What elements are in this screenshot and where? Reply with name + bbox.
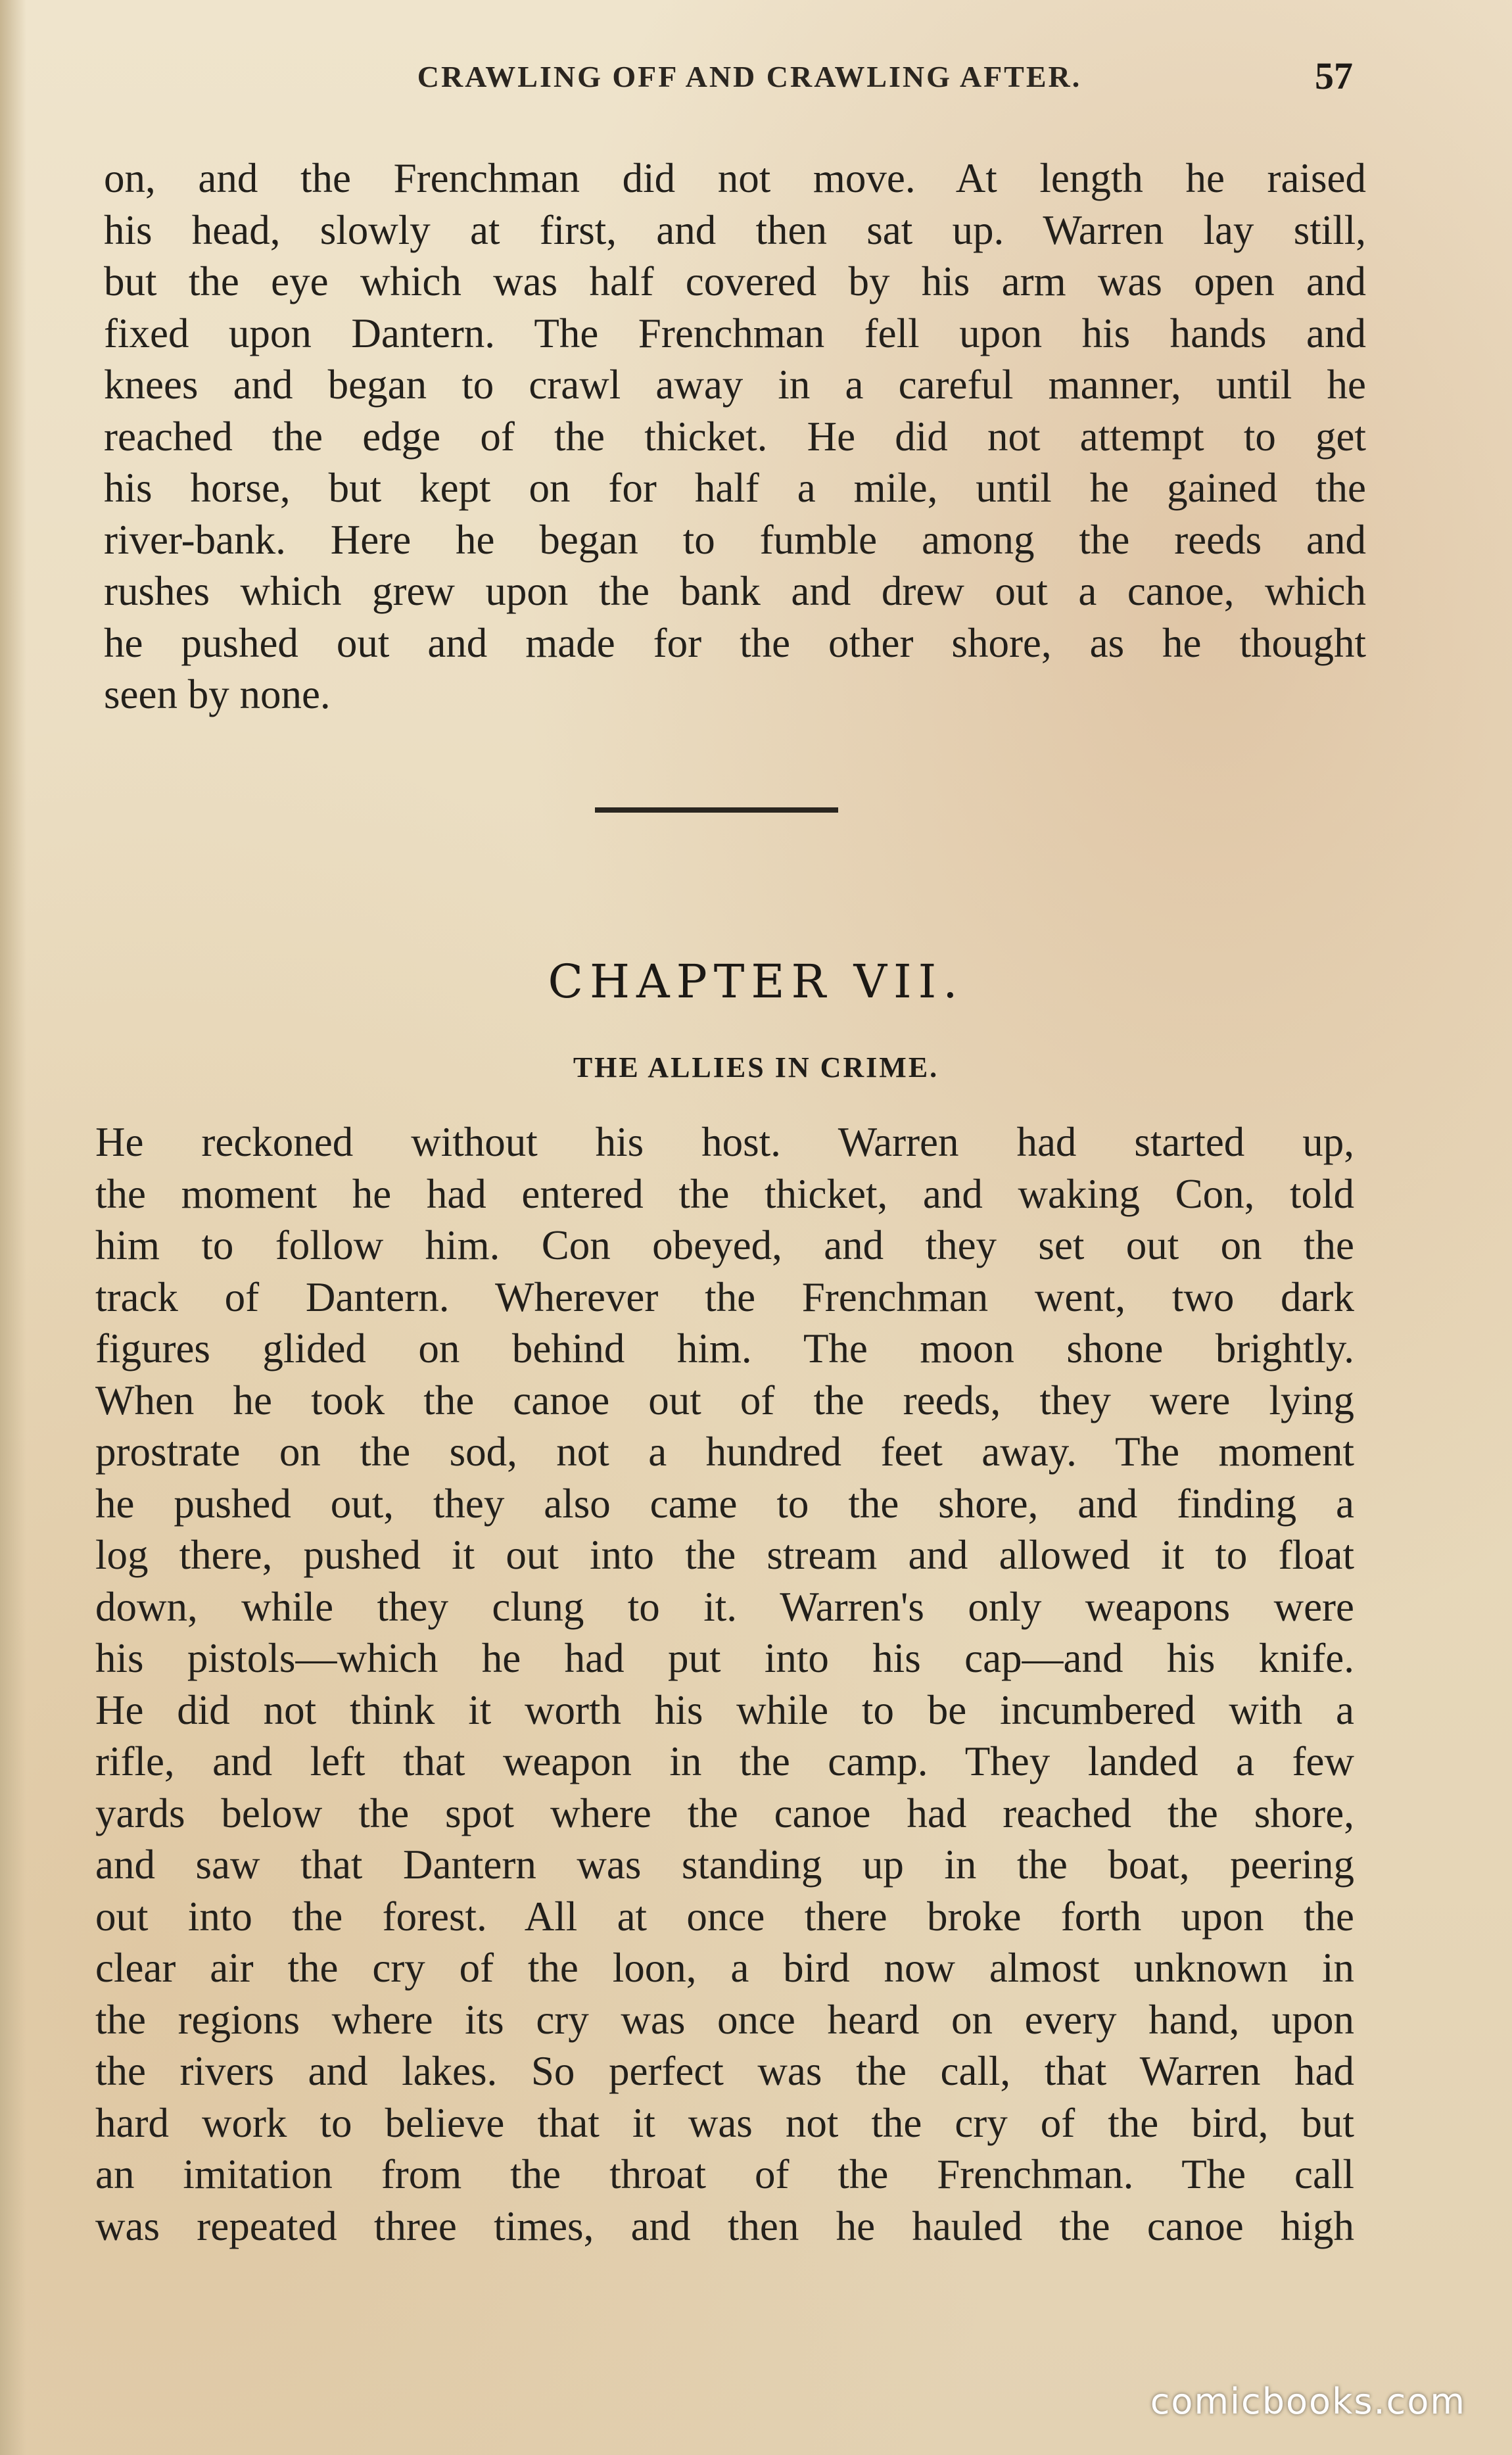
text-line: fixed upon Dantern. The Frenchman fell upon his hands and [104, 310, 1366, 356]
text-line: He did not think it worth his while to be incumbered with a [95, 1686, 1354, 1733]
text-line: figures glided on behind him. The moon shone brightly. [95, 1325, 1354, 1371]
text-line: knees and began to crawl away in a careful manner, until he [104, 362, 1366, 408]
text-line: the rivers and lakes. So perfect was the call, that Warren had [95, 2048, 1354, 2094]
section-divider-rule [595, 807, 838, 813]
text-line: hard work to believe that it was not the cry of the bird, but [95, 2099, 1354, 2146]
text-line: reached the edge of the thicket. He did not attempt to get [104, 413, 1366, 460]
page-edge-shadow [0, 0, 26, 2455]
chapter-paragraph [95, 1116, 1354, 2252]
text-line: rifle, and left that weapon in the camp. They landed a few [95, 1738, 1354, 1784]
text-line: yards below the spot where the canoe had reached the shore, [95, 1790, 1354, 1836]
text-line: seen by none. [104, 671, 331, 717]
text-line: He reckoned without his host. Warren had started up, [95, 1119, 1354, 1165]
chapter-subtitle: THE ALLIES IN CRIME. [573, 1051, 939, 1084]
text-line: clear air the cry of the loon, a bird now almost unknown in [95, 1945, 1354, 1991]
paragraph-continued [104, 153, 1366, 721]
chapter-title: CHAPTER VII. [548, 955, 964, 1009]
text-line: rushes which grew upon the bank and drew out a canoe, which [104, 568, 1366, 614]
text-line: his horse, but kept on for half a mile, until he gained the [104, 465, 1366, 511]
text-line: he pushed out, they also came to the shore, and finding a [95, 1480, 1354, 1527]
text-line: prostrate on the sod, not a hundred feet away. The moment [95, 1429, 1354, 1475]
text-line: log there, pushed it out into the stream and allowed it to float [95, 1532, 1354, 1578]
text-line: but the eye which was half covered by his arm was open and [104, 258, 1366, 304]
text-line: was repeated three times, and then he hauled the canoe high [95, 2203, 1354, 2249]
text-line: his head, slowly at first, and then sat up. Warren lay still, [104, 206, 1366, 253]
text-line: river-bank. Here he began to fumble among the reeds and [104, 516, 1366, 563]
text-line: down, while they clung to it. Warren's only weapons were [95, 1583, 1354, 1630]
text-line: the moment he had entered the thicket, and waking Con, told [95, 1170, 1354, 1217]
text-line: out into the forest. All at once there broke forth upon the [95, 1893, 1354, 1940]
text-line: his pistols—which he had put into his cap—and his knife. [95, 1635, 1354, 1681]
text-line: and saw that Dantern was standing up in the boat, peering [95, 1842, 1354, 1888]
running-title: CRAWLING OFF AND CRAWLING AFTER. [417, 60, 1082, 93]
text-line: track of Dantern. Wherever the Frenchman went, two dark [95, 1274, 1354, 1320]
text-line: When he took the canoe out of the reeds, they were lying [95, 1377, 1354, 1423]
text-line: an imitation from the throat of the Frenchman. The call [95, 2151, 1354, 2197]
text-line: he pushed out and made for the other shore, as he thought [104, 619, 1366, 666]
page-number: 57 [1315, 55, 1353, 97]
text-line: him to follow him. Con obeyed, and they set out on the [95, 1222, 1354, 1268]
text-line: the regions where its cry was once heard on every hand, upon [95, 1996, 1354, 2043]
running-head [0, 54, 1512, 100]
text-line: on, and the Frenchman did not move. At length he raised [104, 155, 1366, 201]
watermark: comicbooks.com [1150, 2381, 1466, 2422]
